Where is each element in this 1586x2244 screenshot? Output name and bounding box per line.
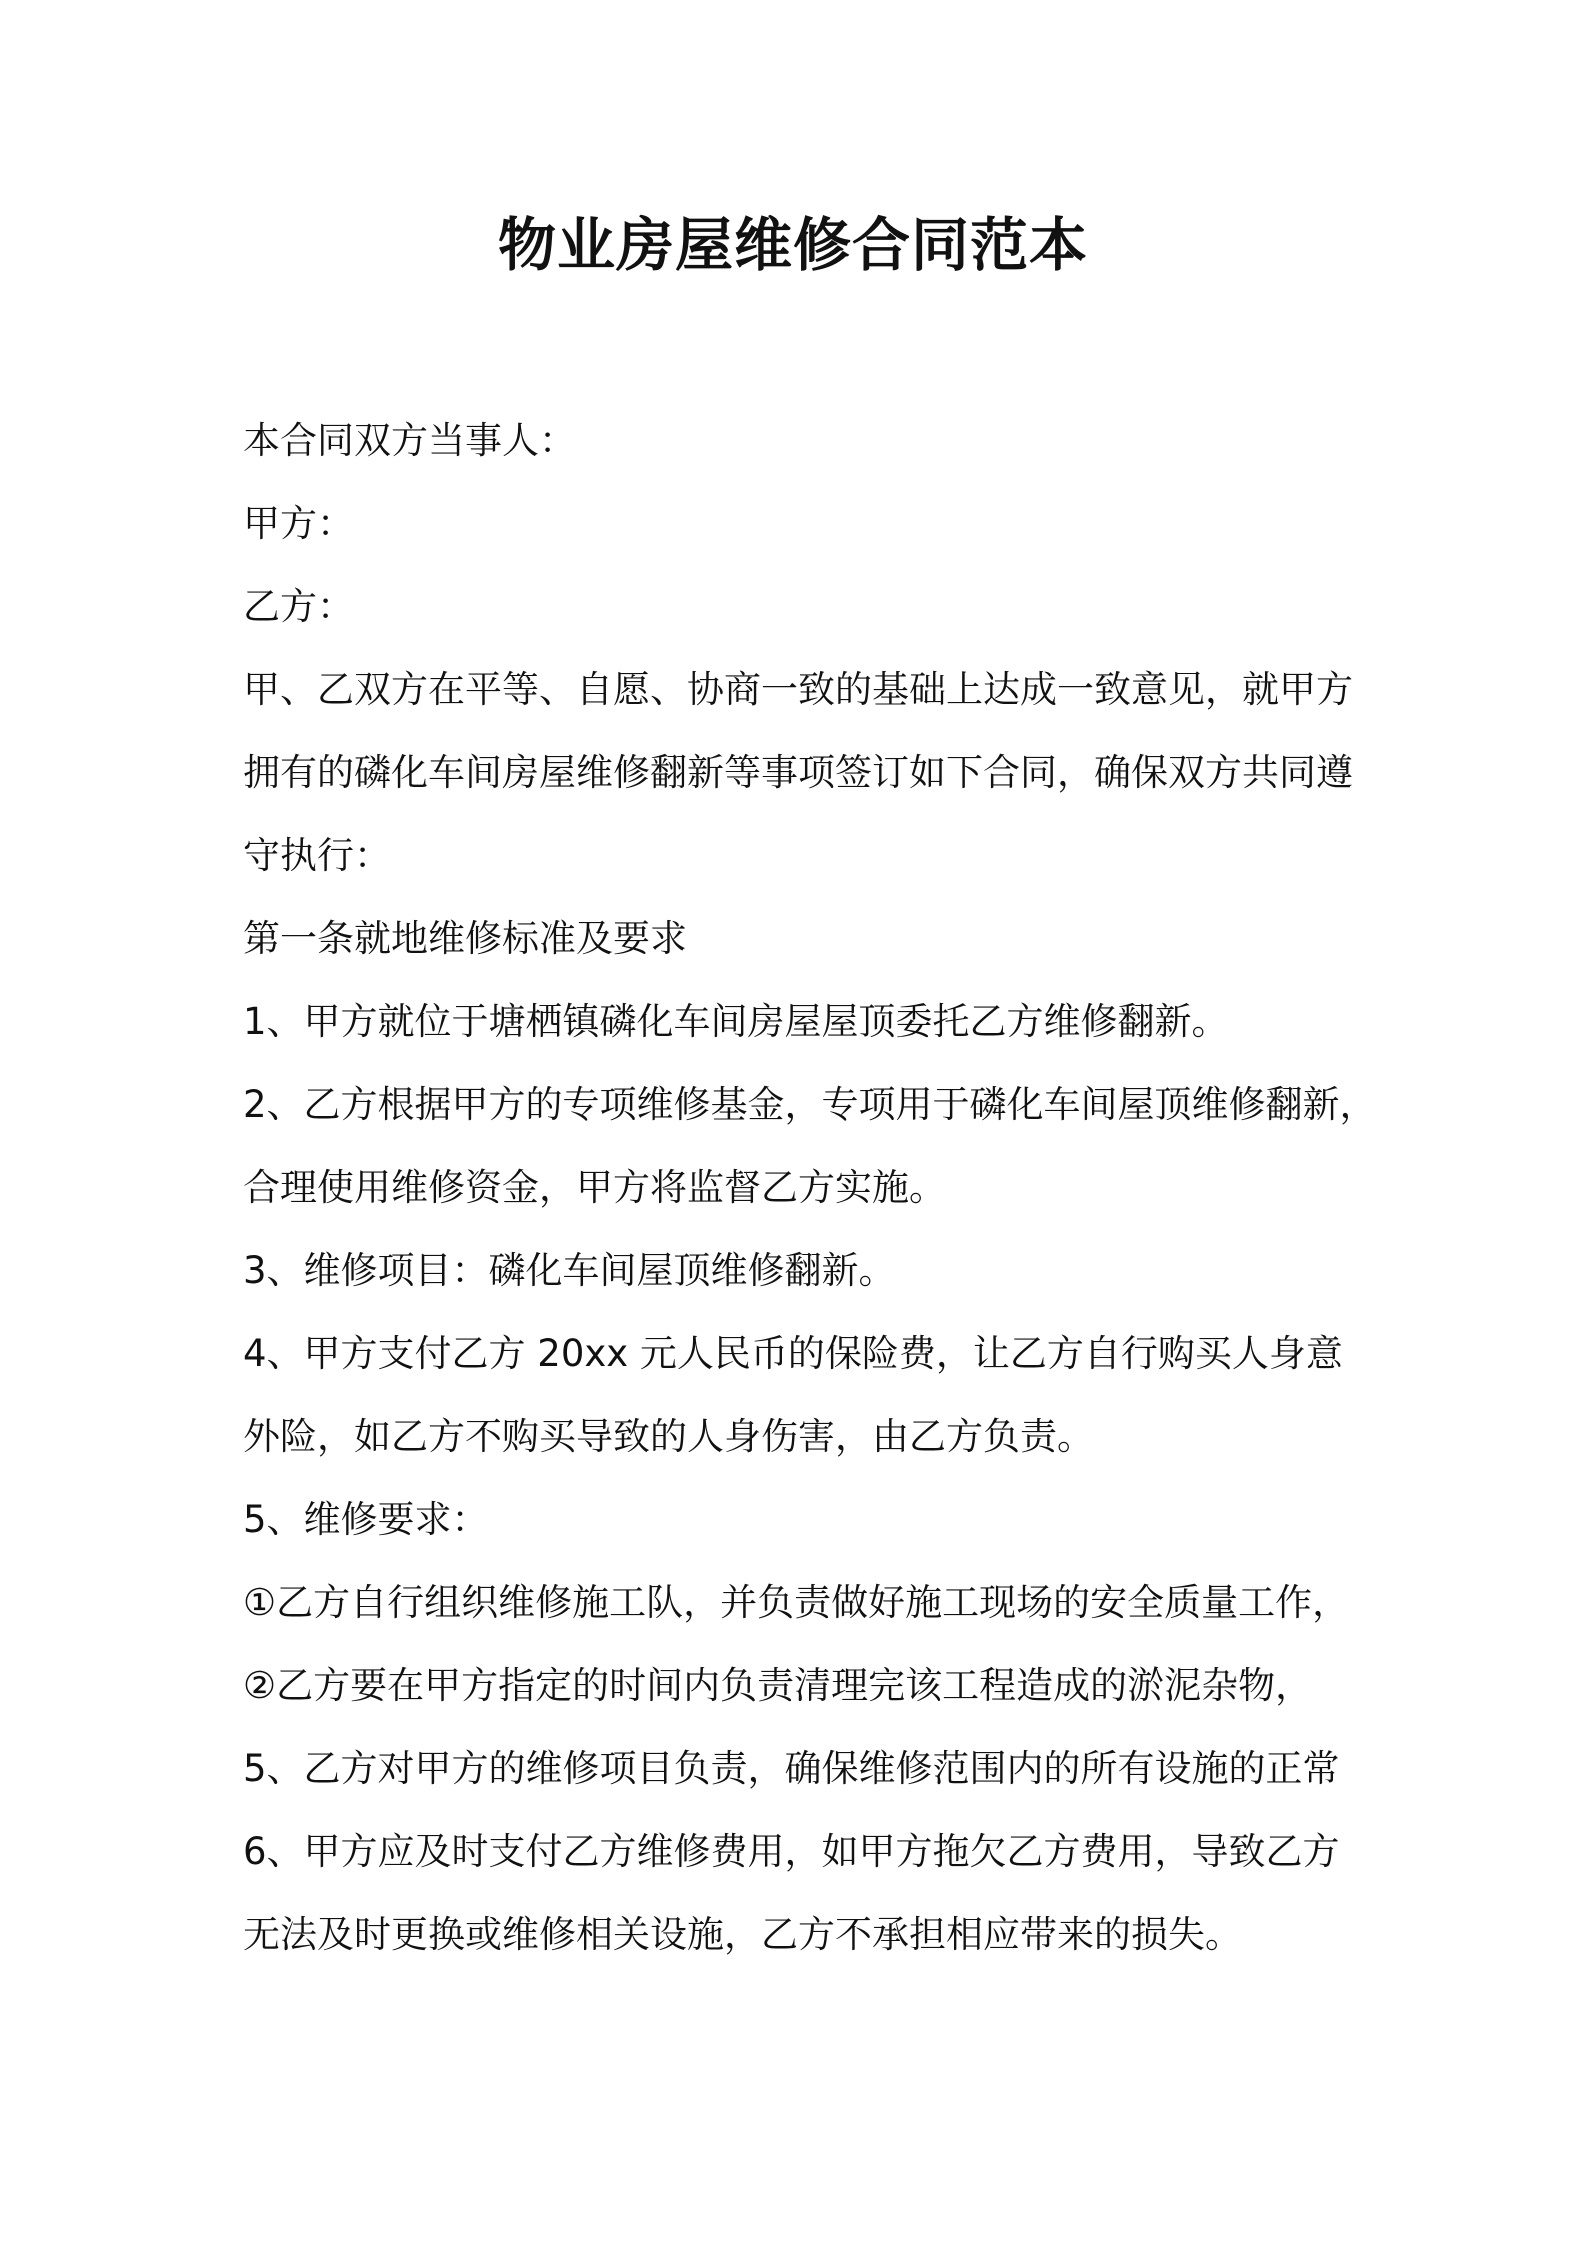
clause-item: 5、乙方对甲方的维修项目负责，确保维修范围内的所有设施的正常 <box>243 1747 1340 1790</box>
clause-item: 5、维修要求： <box>243 1498 489 1541</box>
text-line: 无法及时更换或维修相关设施，乙方不承担相应带来的损失。 <box>243 1913 1242 1956</box>
clause-item: 1、甲方就位于塘栖镇磷化车间房屋屋顶委托乙方维修翻新。 <box>243 1000 1229 1043</box>
text-line: 守执行： <box>243 834 391 877</box>
text-line: 合理使用维修资金，甲方将监督乙方实施。 <box>243 1166 946 1209</box>
clause-item: 6、甲方应及时支付乙方维修费用，如甲方拖欠乙方费用，导致乙方 <box>243 1830 1340 1873</box>
document-title: 物业房屋维修合同范本 <box>497 211 1088 279</box>
text-line: 外险，如乙方不购买导致的人身伤害，由乙方负责。 <box>243 1415 1094 1458</box>
clause-item: 3、维修项目：磷化车间屋顶维修翻新。 <box>243 1249 896 1292</box>
text-line: 拥有的磷化车间房屋维修翻新等事项签订如下合同，确保双方共同遵 <box>243 751 1353 794</box>
section-heading: 第一条就地维修标准及要求 <box>243 917 687 960</box>
sub-clause-item: ②乙方要在甲方指定的时间内负责清理完该工程造成的淤泥杂物， <box>243 1664 1313 1707</box>
text-line-party-a: 甲方： <box>243 502 354 545</box>
text-line-parties-heading: 本合同双方当事人： <box>243 419 576 462</box>
sub-clause-item: ①乙方自行组织维修施工队，并负责做好施工现场的安全质量工作， <box>243 1581 1350 1624</box>
text-line-party-b: 乙方： <box>243 585 354 628</box>
clause-item: 2、乙方根据甲方的专项维修基金，专项用于磷化车间屋顶维修翻新， <box>243 1083 1377 1126</box>
text-line: 甲、乙双方在平等、自愿、协商一致的基础上达成一致意见，就甲方 <box>243 668 1353 711</box>
clause-item: 4、甲方支付乙方 20xx 元人民币的保险费，让乙方自行购买人身意 <box>243 1332 1343 1375</box>
